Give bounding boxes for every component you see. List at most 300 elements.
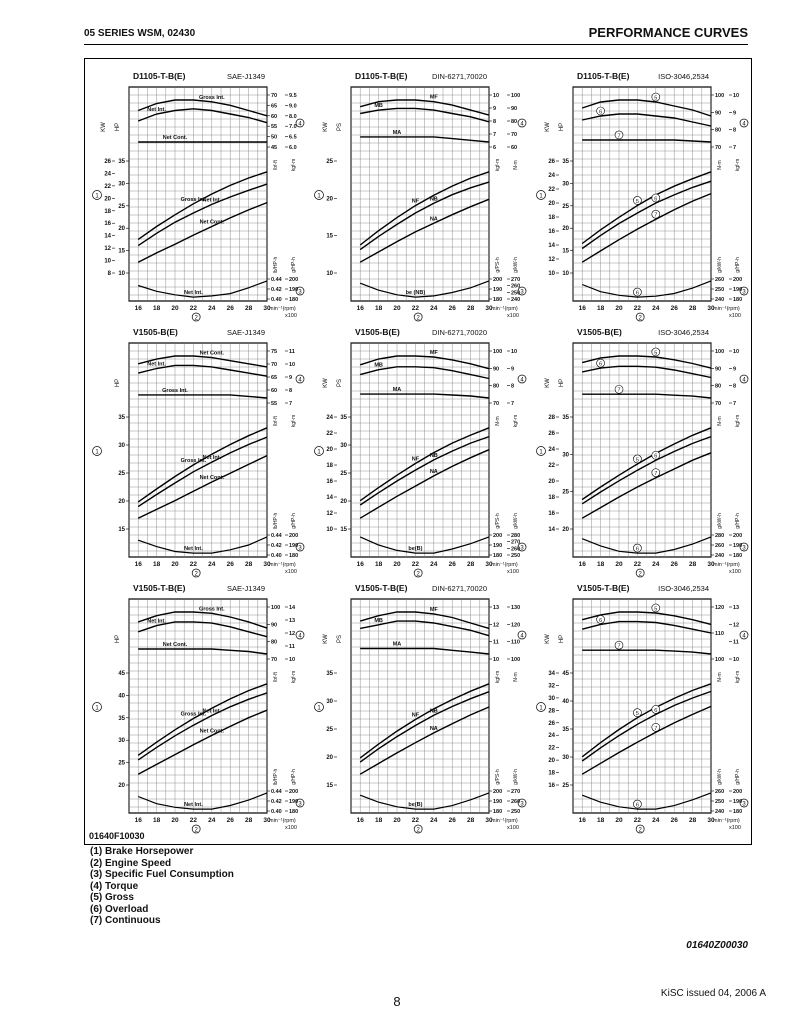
torque-unit-label: N-m bbox=[717, 416, 723, 426]
power-tick-label: 16 bbox=[104, 221, 111, 228]
series-label: 5 bbox=[654, 350, 658, 357]
power-tick-label: 10 bbox=[326, 271, 333, 277]
hp-unit-label: PS bbox=[337, 122, 343, 132]
fuel-tick-label-secondary: 190 bbox=[289, 287, 299, 293]
fuel-tick-label: 0.42 bbox=[271, 287, 282, 293]
torque-tick-label-secondary: 10 bbox=[733, 349, 740, 355]
x-tick-label: 16 bbox=[356, 817, 364, 824]
series-label: NF bbox=[411, 198, 420, 205]
x-axis-label: min⁻¹(rpm) bbox=[713, 818, 740, 824]
x-tick-label: 18 bbox=[152, 561, 161, 568]
hp-unit-label: PS bbox=[337, 634, 343, 644]
torque-tick-label-secondary: 10 bbox=[289, 657, 296, 663]
callout-marker-label: 2 bbox=[194, 571, 198, 578]
fuel-tick-label: 260 bbox=[715, 543, 725, 549]
fuel-tick-label-secondary: 180 bbox=[289, 297, 299, 303]
x-tick-label: 30 bbox=[707, 561, 715, 568]
fuel-unit-label: g/kW-h bbox=[717, 257, 723, 273]
torque-tick-label-secondary: 70 bbox=[511, 132, 518, 138]
x-tick-label: 30 bbox=[263, 305, 271, 312]
series-label: Gross Int. bbox=[198, 94, 225, 101]
chart-svg bbox=[533, 577, 751, 835]
x-axis-label: min⁻¹(rpm) bbox=[269, 306, 296, 312]
torque-tick-label-secondary: 7.0 bbox=[289, 124, 297, 131]
torque-tick-label: 100 bbox=[271, 605, 281, 611]
x-tick-label: 18 bbox=[152, 817, 161, 824]
torque-tick-label: 10 bbox=[493, 93, 500, 99]
callout-marker-label: 2 bbox=[416, 315, 420, 322]
hp-tick-label: 15 bbox=[118, 248, 125, 255]
torque-unit-label: N-m bbox=[717, 672, 723, 682]
chart-title: D1105-T-B(E) bbox=[577, 71, 630, 81]
hp-tick-label: 35 bbox=[562, 415, 569, 421]
fuel-unit-label-secondary: g/HP-h bbox=[735, 257, 741, 273]
callout-marker-label: 1 bbox=[539, 449, 543, 456]
fuel-unit-label: g/kW-h bbox=[717, 513, 723, 529]
torque-unit-label-secondary: kgf-m bbox=[291, 158, 297, 172]
torque-tick-label: 100 bbox=[715, 93, 725, 99]
torque-unit-label-secondary: kgf-m bbox=[735, 414, 741, 428]
performance-chart bbox=[89, 321, 307, 579]
series-label: 6 bbox=[599, 617, 603, 624]
power-tick-label: 24 bbox=[548, 733, 555, 740]
fuel-tick-label: 240 bbox=[715, 553, 725, 559]
torque-tick-label: 90 bbox=[715, 110, 722, 117]
torque-tick-label-secondary: 6.0 bbox=[289, 145, 297, 151]
power-tick-label: 22 bbox=[548, 463, 555, 469]
torque-tick-label-secondary: 14 bbox=[289, 605, 296, 611]
x-tick-label: 20 bbox=[615, 305, 623, 312]
torque-tick-label: 80 bbox=[493, 383, 500, 390]
power-unit-label: KW bbox=[101, 122, 107, 132]
chart-standard: SAE-J1349 bbox=[227, 584, 265, 593]
power-tick-label: 25 bbox=[326, 159, 333, 165]
series-label: 5 bbox=[654, 95, 658, 102]
fuel-tick-label: 190 bbox=[493, 799, 503, 805]
torque-tick-label: 70 bbox=[715, 145, 722, 151]
x-tick-label: 22 bbox=[189, 817, 198, 824]
x-tick-label: 20 bbox=[615, 817, 623, 824]
x-axis-label: min⁻¹(rpm) bbox=[491, 818, 518, 824]
x-tick-label: 28 bbox=[244, 817, 253, 824]
x-tick-label: 24 bbox=[208, 305, 216, 312]
power-tick-label: 26 bbox=[548, 431, 555, 437]
power-tick-label: 25 bbox=[326, 727, 333, 733]
torque-tick-label: 10 bbox=[493, 657, 500, 663]
x-axis-label: min⁻¹(rpm) bbox=[491, 306, 518, 312]
hp-tick-label: 20 bbox=[562, 226, 569, 233]
callout-marker-label: 4 bbox=[298, 633, 302, 640]
hp-tick-label: 25 bbox=[562, 203, 569, 210]
torque-tick-label-secondary: 10 bbox=[733, 657, 740, 663]
x-tick-label: 28 bbox=[466, 817, 475, 824]
x-tick-label: 30 bbox=[263, 561, 271, 568]
x-tick-label: 22 bbox=[189, 561, 198, 568]
series-label: 7 bbox=[617, 643, 621, 650]
hp-tick-label: 25 bbox=[562, 783, 569, 789]
chart-standard: DIN-6271,70020 bbox=[431, 328, 487, 337]
torque-unit-label: lbf-ft bbox=[273, 416, 279, 426]
series-label: Gross Int. bbox=[162, 387, 188, 394]
callout-marker-label: 3 bbox=[298, 545, 302, 552]
series-label: 6 bbox=[599, 361, 603, 368]
torque-unit-label-secondary: N-m bbox=[513, 160, 519, 170]
hp-tick-label: 35 bbox=[118, 415, 125, 421]
torque-unit-label-secondary: kgf-m bbox=[291, 670, 297, 684]
torque-tick-label-secondary: 9 bbox=[733, 110, 737, 117]
x-axis-label: min⁻¹(rpm) bbox=[269, 562, 296, 568]
hp-tick-label: 45 bbox=[562, 671, 569, 677]
x-tick-label: 22 bbox=[189, 305, 198, 312]
callout-marker-label: 3 bbox=[742, 801, 746, 808]
x-axis-multiplier: x100 bbox=[285, 313, 297, 319]
performance-chart bbox=[311, 577, 529, 835]
fuel-tick-label-secondary: 190 bbox=[289, 543, 299, 549]
series-label: NA bbox=[429, 216, 438, 223]
fuel-unit-label-secondary: g/kW-h bbox=[513, 513, 519, 529]
fuel-tick-label: 190 bbox=[493, 287, 503, 293]
power-unit-label: KW bbox=[323, 634, 329, 644]
callout-marker-label: 3 bbox=[298, 801, 302, 808]
performance-chart bbox=[89, 65, 307, 323]
fuel-tick-label: 180 bbox=[493, 809, 503, 815]
x-tick-label: 18 bbox=[374, 305, 383, 312]
torque-tick-label-secondary: 8 bbox=[733, 383, 737, 390]
power-tick-label: 16 bbox=[326, 479, 333, 485]
fuel-tick-label-secondary: 280 bbox=[511, 533, 521, 539]
series-label: Net Int. bbox=[184, 546, 203, 553]
series-label: 6 bbox=[599, 109, 603, 116]
hp-tick-label: 45 bbox=[118, 671, 125, 677]
series-label: NA bbox=[429, 725, 438, 732]
torque-tick-label-secondary: 9 bbox=[511, 366, 515, 373]
series-label: MA bbox=[392, 387, 402, 394]
x-tick-label: 28 bbox=[688, 561, 697, 568]
torque-unit-label: N-m bbox=[717, 160, 723, 170]
callout-marker-label: 2 bbox=[638, 827, 642, 834]
torque-tick-label-secondary: 13 bbox=[733, 605, 740, 611]
performance-curves-figure bbox=[84, 58, 752, 845]
hp-unit-label: HP bbox=[559, 634, 565, 644]
torque-tick-label-secondary: 7 bbox=[511, 401, 515, 407]
x-tick-label: 30 bbox=[263, 817, 271, 824]
x-tick-label: 26 bbox=[448, 305, 456, 312]
series-label: 7 bbox=[654, 725, 658, 732]
power-tick-label: 10 bbox=[326, 527, 333, 533]
torque-tick-label: 60 bbox=[271, 113, 278, 120]
x-axis-multiplier: x100 bbox=[285, 569, 297, 575]
x-axis-label: min⁻¹(rpm) bbox=[713, 306, 740, 312]
fuel-tick-label: 280 bbox=[715, 533, 725, 539]
torque-tick-label: 100 bbox=[715, 657, 725, 663]
x-tick-label: 16 bbox=[134, 305, 142, 312]
performance-chart bbox=[311, 321, 529, 579]
performance-chart bbox=[533, 577, 751, 835]
series-label: Net Int. bbox=[147, 361, 166, 368]
torque-tick-label: 70 bbox=[715, 401, 722, 407]
x-axis-label: min⁻¹(rpm) bbox=[269, 818, 296, 824]
torque-tick-label: 70 bbox=[271, 657, 278, 663]
fuel-tick-label: 190 bbox=[493, 543, 503, 549]
power-tick-label: 20 bbox=[326, 196, 333, 203]
fuel-tick-label: 200 bbox=[493, 789, 503, 795]
torque-unit-label: kgf-m bbox=[495, 158, 501, 172]
series-label: 5 bbox=[654, 606, 658, 613]
x-tick-label: 28 bbox=[244, 305, 253, 312]
torque-tick-label-secondary: 60 bbox=[511, 145, 518, 151]
callout-marker-label: 2 bbox=[638, 571, 642, 578]
power-unit-label: KW bbox=[545, 378, 551, 388]
x-tick-label: 20 bbox=[393, 305, 401, 312]
x-tick-label: 16 bbox=[134, 817, 142, 824]
fuel-unit-label-secondary: g/HP-h bbox=[735, 513, 741, 529]
series-label: Net Cont. bbox=[162, 134, 188, 141]
x-tick-label: 16 bbox=[356, 561, 364, 568]
fuel-tick-label: 200 bbox=[493, 277, 503, 283]
power-unit-label: KW bbox=[545, 122, 551, 132]
chart-svg bbox=[311, 321, 529, 579]
hp-tick-label: 20 bbox=[562, 527, 569, 533]
hp-tick-label: 30 bbox=[118, 738, 125, 745]
chart-standard: ISO-3046,2534 bbox=[658, 72, 709, 81]
x-tick-label: 24 bbox=[652, 561, 660, 568]
series-label: MB bbox=[374, 103, 383, 110]
x-tick-label: 20 bbox=[393, 561, 401, 568]
fuel-tick-label: 0.42 bbox=[271, 543, 282, 549]
fuel-tick-label-secondary: 180 bbox=[733, 809, 743, 815]
torque-tick-label: 50 bbox=[271, 134, 278, 141]
torque-tick-label-secondary: 7 bbox=[733, 401, 737, 407]
chart-svg bbox=[89, 577, 307, 835]
fuel-tick-label: 180 bbox=[493, 553, 503, 559]
torque-tick-label-secondary: 9 bbox=[733, 366, 737, 373]
torque-tick-label-secondary: 8 bbox=[511, 383, 515, 390]
hp-tick-label: 35 bbox=[118, 159, 125, 165]
x-tick-label: 18 bbox=[374, 561, 383, 568]
series-label: Net Int. bbox=[147, 618, 166, 625]
torque-tick-label: 13 bbox=[493, 605, 500, 611]
x-tick-label: 24 bbox=[208, 561, 216, 568]
series-label: MA bbox=[392, 641, 402, 648]
hp-tick-label: 20 bbox=[118, 226, 125, 233]
series-label: 5 bbox=[635, 711, 639, 718]
torque-tick-label-secondary: 10 bbox=[511, 349, 518, 355]
callout-marker-label: 4 bbox=[520, 633, 524, 640]
torque-tick-label-secondary: 130 bbox=[511, 605, 521, 611]
hp-tick-label: 20 bbox=[118, 783, 125, 789]
chart-standard: ISO-3046,2534 bbox=[658, 584, 709, 593]
header-series-label: 05 SERIES WSM, 02430 bbox=[84, 28, 196, 39]
chart-title: V1505-T-B(E) bbox=[577, 583, 630, 593]
x-tick-label: 18 bbox=[596, 817, 605, 824]
power-tick-label: 18 bbox=[548, 770, 555, 777]
fuel-tick-label-secondary: 190 bbox=[289, 799, 299, 805]
x-axis-multiplier: x100 bbox=[729, 313, 741, 319]
chart-title: V1505-T-B(E) bbox=[133, 583, 186, 593]
callout-marker-label: 1 bbox=[317, 705, 321, 712]
torque-tick-label-secondary: 100 bbox=[511, 93, 521, 99]
torque-unit-label-secondary: kgf-m bbox=[291, 414, 297, 428]
hp-tick-label: 30 bbox=[118, 443, 125, 449]
callout-marker-label: 2 bbox=[194, 315, 198, 322]
torque-tick-label: 75 bbox=[271, 349, 278, 355]
torque-tick-label-secondary: 9 bbox=[289, 375, 293, 381]
series-label: 7 bbox=[617, 133, 621, 140]
hp-unit-label: PS bbox=[337, 378, 343, 388]
fuel-tick-label-secondary: 190 bbox=[733, 287, 743, 293]
series-label: Gross Int. bbox=[180, 196, 207, 203]
torque-tick-label: 90 bbox=[271, 622, 278, 629]
power-tick-label: 12 bbox=[326, 511, 333, 517]
x-tick-label: 26 bbox=[448, 561, 456, 568]
fuel-tick-label-secondary: 250 bbox=[511, 553, 521, 559]
series-label: be(B) bbox=[408, 546, 423, 553]
hp-unit-label: HP bbox=[115, 634, 121, 644]
x-tick-label: 18 bbox=[596, 561, 605, 568]
x-tick-label: 26 bbox=[448, 817, 456, 824]
series-label: 6 bbox=[635, 802, 639, 809]
performance-chart bbox=[311, 65, 529, 323]
torque-tick-label: 80 bbox=[271, 639, 278, 646]
torque-tick-label: 6 bbox=[493, 145, 497, 151]
fuel-tick-label-secondary: 260 bbox=[511, 799, 521, 805]
power-tick-label: 32 bbox=[548, 683, 555, 690]
x-tick-label: 22 bbox=[633, 561, 642, 568]
header-rule bbox=[84, 44, 748, 45]
hp-tick-label: 25 bbox=[340, 471, 347, 477]
series-label: MF bbox=[429, 606, 438, 613]
fuel-tick-label-secondary: 270 bbox=[511, 277, 521, 283]
x-tick-label: 24 bbox=[652, 817, 660, 824]
legend bbox=[90, 846, 234, 927]
torque-tick-label: 12 bbox=[493, 622, 500, 629]
hp-tick-label: 20 bbox=[340, 499, 347, 505]
torque-tick-label-secondary: 9.0 bbox=[289, 103, 297, 110]
performance-chart bbox=[533, 65, 751, 323]
x-tick-label: 30 bbox=[485, 561, 493, 568]
series-label: 7 bbox=[654, 471, 658, 478]
power-tick-label: 15 bbox=[326, 783, 333, 789]
torque-tick-label-secondary: 10 bbox=[733, 93, 740, 99]
power-tick-label: 24 bbox=[104, 171, 111, 178]
x-tick-label: 26 bbox=[226, 817, 234, 824]
torque-tick-label: 80 bbox=[715, 127, 722, 134]
power-tick-label: 28 bbox=[548, 415, 555, 421]
fuel-tick-label-secondary: 270 bbox=[511, 539, 521, 546]
x-axis-multiplier: x100 bbox=[285, 825, 297, 831]
chart-title: V1505-T-B(E) bbox=[355, 583, 408, 593]
power-tick-label: 20 bbox=[326, 755, 333, 761]
x-tick-label: 20 bbox=[171, 561, 179, 568]
power-tick-label: 18 bbox=[548, 215, 555, 221]
series-label: Net Cont. bbox=[199, 475, 225, 482]
fuel-tick-label-secondary: 180 bbox=[733, 297, 743, 303]
fuel-unit-label-secondary: g/HP-h bbox=[291, 513, 297, 529]
torque-tick-label: 70 bbox=[271, 93, 278, 99]
series-label: 6 bbox=[654, 196, 658, 203]
hp-tick-label: 25 bbox=[118, 203, 125, 210]
torque-tick-label: 65 bbox=[271, 103, 278, 110]
fuel-tick-label: 250 bbox=[715, 799, 725, 805]
fuel-unit-label: lb/HP-h bbox=[273, 256, 279, 274]
series-label: 6 bbox=[654, 707, 658, 714]
power-tick-label: 22 bbox=[548, 745, 555, 752]
callout-marker-label: 3 bbox=[520, 801, 524, 808]
power-tick-label: 22 bbox=[326, 431, 333, 437]
series-label: 5 bbox=[635, 198, 639, 205]
torque-tick-label-secondary: 8 bbox=[289, 388, 293, 394]
series-label: NF bbox=[411, 712, 420, 719]
hp-tick-label: 40 bbox=[562, 699, 569, 705]
power-tick-label: 12 bbox=[104, 246, 111, 253]
fuel-tick-label: 0.44 bbox=[271, 789, 282, 795]
chart-standard: ISO-3046,2534 bbox=[658, 328, 709, 337]
callout-marker-label: 1 bbox=[95, 449, 99, 456]
power-tick-label: 24 bbox=[548, 173, 555, 179]
fuel-tick-label: 0.40 bbox=[271, 809, 282, 815]
hp-tick-label: 35 bbox=[340, 415, 347, 421]
fuel-tick-label-secondary: 260 bbox=[511, 546, 521, 553]
x-tick-label: 20 bbox=[615, 561, 623, 568]
performance-chart bbox=[533, 321, 751, 579]
power-tick-label: 20 bbox=[548, 758, 555, 765]
torque-tick-label-secondary: 11 bbox=[289, 349, 295, 355]
callout-marker-label: 4 bbox=[520, 377, 524, 384]
series-label: 7 bbox=[617, 387, 621, 394]
fuel-tick-label: 260 bbox=[715, 789, 725, 795]
power-tick-label: 26 bbox=[104, 159, 111, 165]
torque-tick-label-secondary: 120 bbox=[511, 622, 521, 629]
torque-tick-label: 70 bbox=[493, 401, 500, 407]
torque-unit-label-secondary: kgf-m bbox=[735, 670, 741, 684]
power-tick-label: 16 bbox=[548, 229, 555, 235]
series-label: Net Cont. bbox=[199, 219, 225, 226]
page-number: 8 bbox=[393, 994, 401, 1009]
series-label: MB bbox=[374, 362, 383, 369]
callout-marker-label: 1 bbox=[95, 705, 99, 712]
hp-tick-label: 10 bbox=[118, 271, 125, 277]
hp-unit-label: HP bbox=[559, 378, 565, 388]
chart-svg bbox=[89, 65, 307, 323]
hp-tick-label: 25 bbox=[562, 489, 569, 496]
power-tick-label: 28 bbox=[548, 708, 555, 715]
power-tick-label: 18 bbox=[548, 495, 555, 501]
chart-standard: DIN-6271,70020 bbox=[431, 584, 487, 593]
torque-tick-label-secondary: 8 bbox=[733, 127, 737, 134]
series-label: NB bbox=[429, 452, 438, 459]
power-tick-label: 10 bbox=[104, 258, 111, 265]
torque-tick-label-secondary: 11 bbox=[289, 644, 295, 650]
torque-unit-label-secondary: kgf-m bbox=[513, 414, 519, 428]
torque-tick-label-secondary: 12 bbox=[289, 631, 296, 637]
torque-tick-label: 7 bbox=[493, 132, 497, 138]
legend-item: (7) Continuous bbox=[90, 915, 161, 926]
chart-title: D1105-T-B(E) bbox=[133, 71, 186, 81]
torque-unit-label: kgf-m bbox=[495, 670, 501, 684]
power-tick-label: 34 bbox=[548, 671, 555, 677]
series-label: NA bbox=[429, 468, 438, 475]
chart-svg bbox=[533, 321, 751, 579]
hp-tick-label: 30 bbox=[562, 452, 569, 459]
fuel-tick-label: 180 bbox=[493, 297, 503, 303]
series-label: 7 bbox=[654, 212, 658, 219]
torque-tick-label: 11 bbox=[493, 639, 499, 646]
power-tick-label: 10 bbox=[548, 271, 555, 277]
torque-tick-label-secondary: 110 bbox=[511, 639, 520, 646]
power-tick-label: 8 bbox=[107, 271, 111, 277]
torque-tick-label-secondary: 11 bbox=[733, 639, 739, 646]
x-tick-label: 26 bbox=[226, 305, 234, 312]
